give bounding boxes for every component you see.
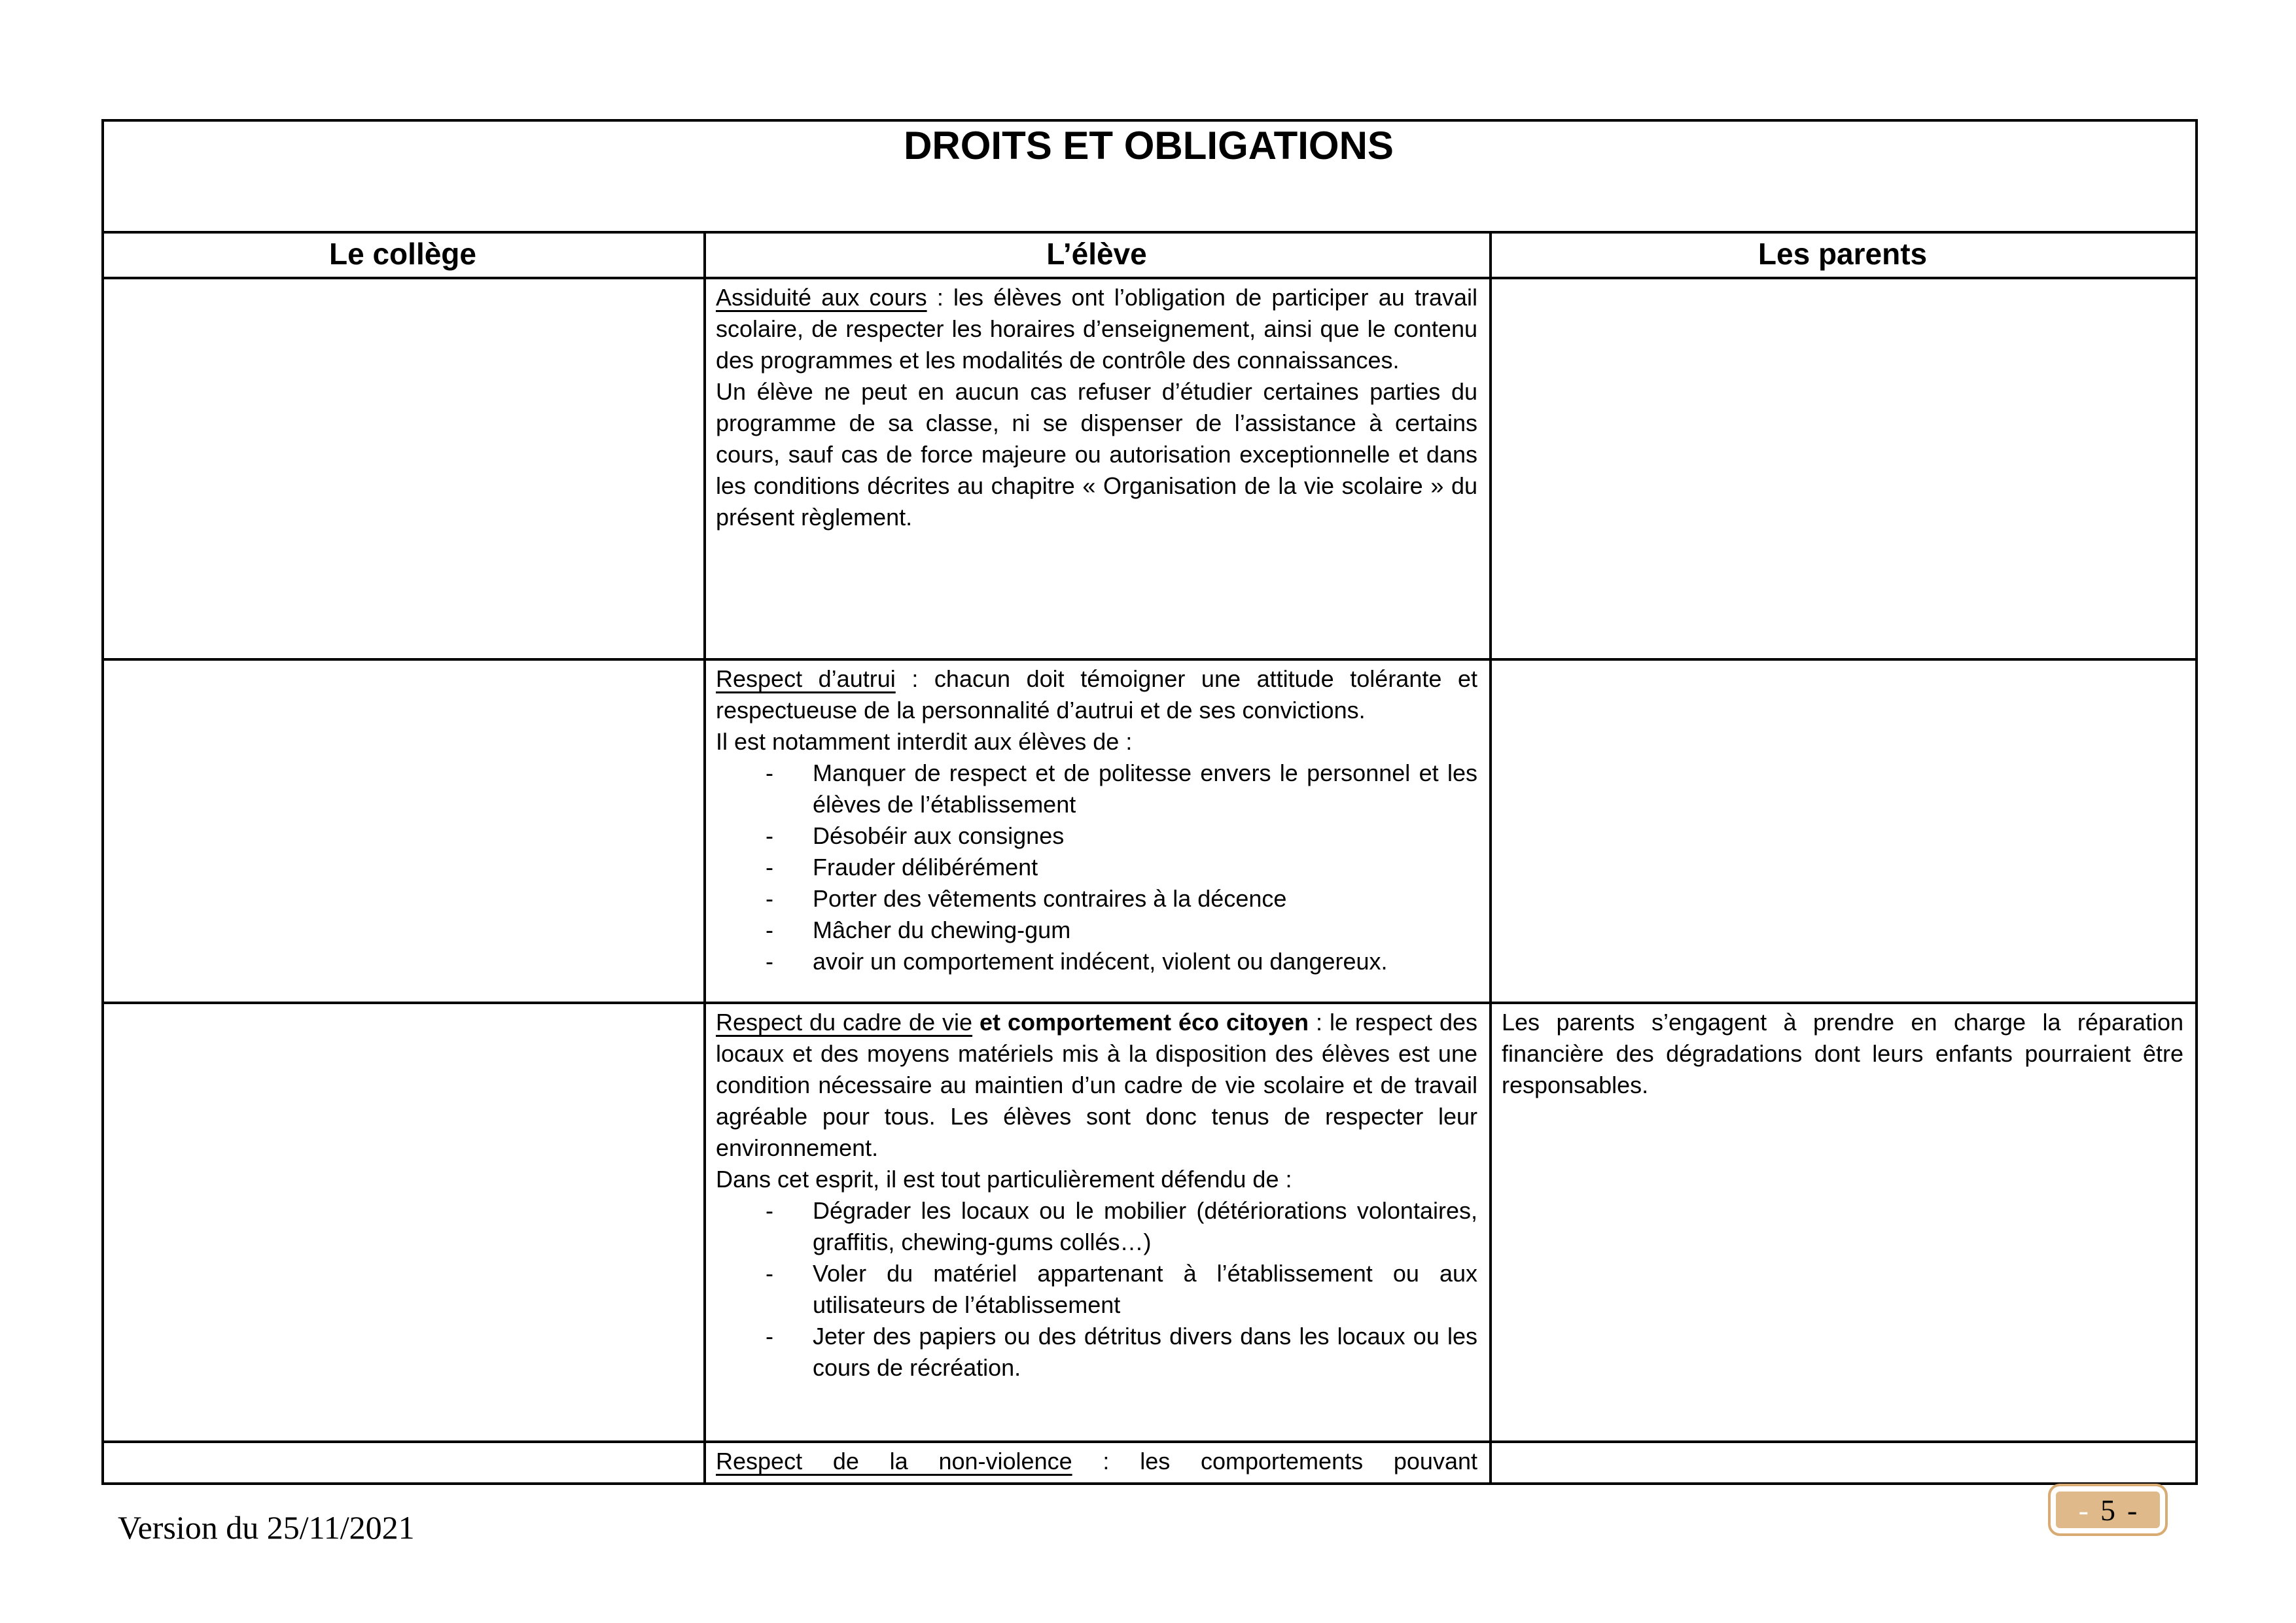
autrui-eleve-cell [705, 659, 1491, 1003]
list-item-text: Frauder délibérément [813, 854, 1038, 881]
list-item [716, 1258, 1477, 1321]
dash-bullet: - [766, 1260, 773, 1287]
dash-bullet: - [766, 885, 773, 912]
autrui-paragraph-1 [716, 663, 1477, 726]
list-item-text: Voler du matériel appartenant à l’établissement ou aux utilisateurs de l’établissement [813, 1260, 1477, 1318]
list-item [716, 883, 1477, 915]
dash-bullet: - [766, 854, 773, 881]
autrui-paragraph-2: Il est notamment interdit aux élèves de : [716, 728, 1133, 755]
page-dash-right: - [2127, 1493, 2138, 1527]
dash-bullet: - [766, 916, 773, 943]
cadre-heading-bold: et comportement éco citoyen [972, 1009, 1309, 1036]
header-l-eleve: L’élève [705, 232, 1491, 278]
autrui-parents-cell [1491, 659, 2197, 1003]
row-cadre-de-vie [103, 1003, 2197, 1442]
list-item-text: Jeter des papiers ou des détritus divers dans les locaux ou les cours de récréation. [813, 1323, 1477, 1381]
list-item [716, 1321, 1477, 1384]
nonviolence-parents-cell [1491, 1442, 2197, 1484]
list-item-text: Porter des vêtements contraires à la décence [813, 885, 1287, 912]
cadre-parents-cell [1491, 1003, 2197, 1442]
nonviolence-eleve-cell [705, 1442, 1491, 1484]
document-title: DROITS ET OBLIGATIONS [904, 124, 1394, 167]
cadre-heading: Respect du cadre de vie [716, 1009, 973, 1036]
nonviolence-paragraph [716, 1446, 1477, 1477]
page-number: 5 [2100, 1493, 2115, 1527]
dash-bullet: - [766, 1197, 773, 1224]
droits-obligations-table [101, 119, 2198, 1485]
dash-bullet: - [766, 948, 773, 975]
nonviolence-heading: Respect de la non-violence [716, 1448, 1072, 1475]
assiduite-paragraph-2: Un élève ne peut en aucun cas refuser d’étudier certaines parties du programme de sa classe, ni se dispenser de l’assistance à certains cours, sauf cas de force majeure ou autorisation exceptionnelle et dans les conditions décrites au chapitre « Organisation de la vie scolaire » du présent règlement. [716, 378, 1477, 531]
list-item-text: Désobéir aux consignes [813, 822, 1065, 849]
nonviolence-text: : les comportements pouvant [1072, 1448, 1477, 1475]
list-item-text: avoir un comportement indécent, violent ou dangereux. [813, 948, 1388, 975]
assiduite-parents-cell [1491, 278, 2197, 659]
page-number-badge [2048, 1484, 2168, 1536]
list-item [716, 852, 1477, 883]
cadre-paragraph-2: Dans cet esprit, il est tout particulièrement défendu de : [716, 1166, 1292, 1193]
parents-engagement-paragraph: Les parents s’engagent à prendre en charge la réparation financière des dégradations dont leurs enfants pourraient être responsables. [1502, 1009, 2184, 1098]
nonviolence-college-cell [103, 1442, 705, 1484]
row-assiduite [103, 278, 2197, 659]
dash-bullet: - [766, 822, 773, 849]
list-item-text: Dégrader les locaux ou le mobilier (détériorations volontaires, graffitis, chewing-gums collés…) [813, 1197, 1477, 1255]
version-date-label: Version du 25/11/2021 [118, 1509, 415, 1546]
dash-bullet: - [766, 1323, 773, 1350]
list-item [716, 946, 1477, 977]
list-item [716, 820, 1477, 852]
assiduite-eleve-cell [705, 278, 1491, 659]
column-header-row [103, 232, 2197, 278]
autrui-heading: Respect d’autrui [716, 665, 896, 692]
assiduite-paragraph-1 [716, 282, 1477, 376]
row-respect-autrui [103, 659, 2197, 1003]
cadre-paragraph-1 [716, 1007, 1477, 1164]
list-item-text: Mâcher du chewing-gum [813, 916, 1071, 943]
assiduite-heading: Assiduité aux cours [716, 284, 927, 311]
autrui-text: : chacun doit témoigner une attitude tolérante et respectueuse de la personnalité d’autrui et de ses convictions. [716, 665, 1477, 724]
header-le-college: Le collège [103, 232, 705, 278]
autrui-college-cell [103, 659, 705, 1003]
list-item [716, 915, 1477, 946]
header-les-parents: Les parents [1491, 232, 2197, 278]
page-dash-left: - [2078, 1493, 2089, 1527]
title-cell [103, 120, 2197, 232]
row-non-violence [103, 1442, 2197, 1484]
title-row [103, 120, 2197, 232]
cadre-eleve-cell [705, 1003, 1491, 1442]
assiduite-text: : les élèves ont l’obligation de participer au travail scolaire, de respecter les horaires d’enseignement, ainsi que le contenu des programmes et les modalités de contrôle des connaissances. [716, 284, 1477, 374]
list-item [716, 758, 1477, 820]
dash-bullet: - [766, 759, 773, 786]
cadre-college-cell [103, 1003, 705, 1442]
assiduite-college-cell [103, 278, 705, 659]
cadre-text: : le respect des locaux et des moyens matériels mis à la disposition des élèves est une condition nécessaire au maintien d’un cadre de vie scolaire et de travail agréable pour tous. Les élèves sont donc tenus de respecter leur environnement. [716, 1009, 1477, 1161]
list-item [716, 1195, 1477, 1258]
list-item-text: Manquer de respect et de politesse envers le personnel et les élèves de l’établissement [813, 759, 1477, 818]
